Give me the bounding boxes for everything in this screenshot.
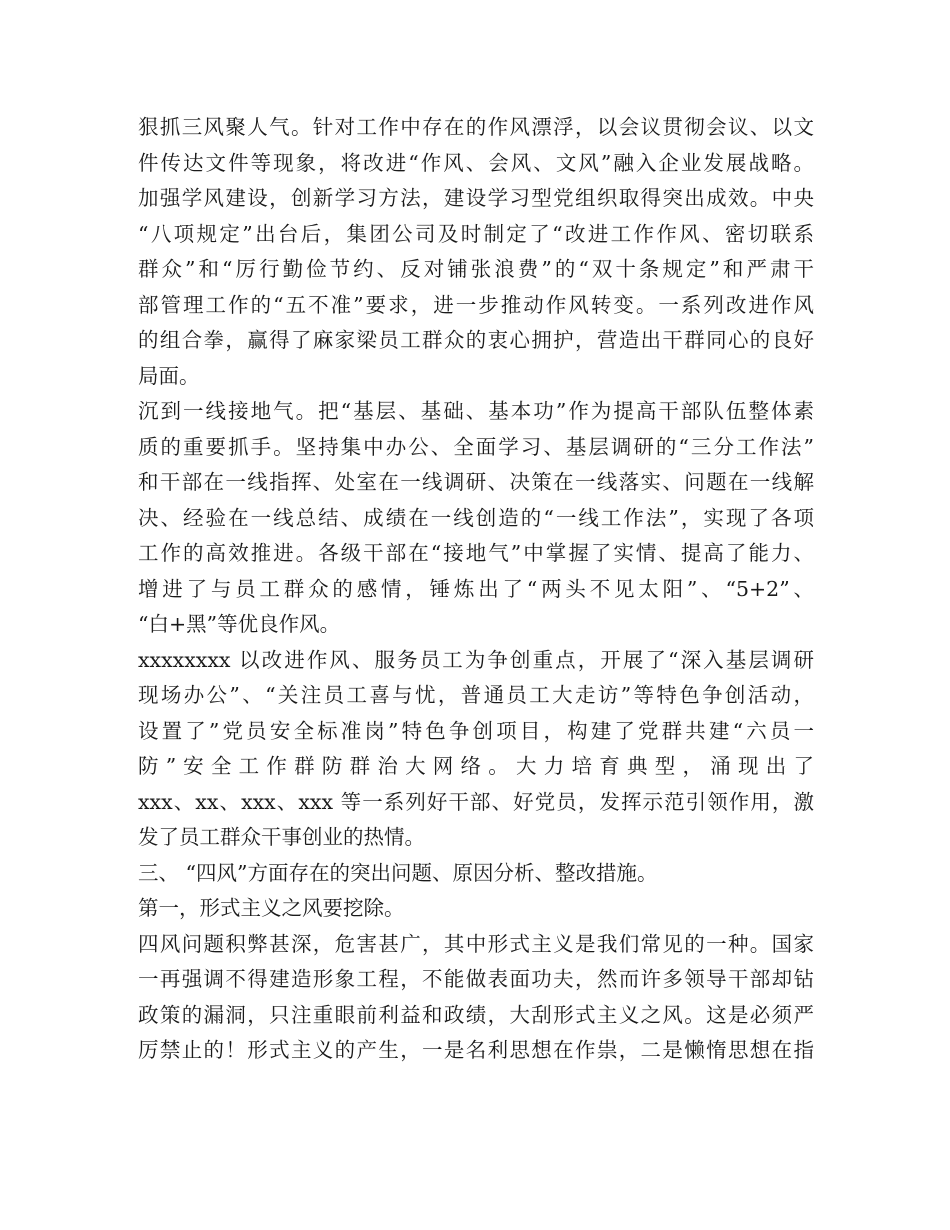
text-line: 一再强调不得建造形象工程，不能做表面功夫，然而许多领导干部却钻 <box>138 967 814 991</box>
text-line: 决、经验在一线总结、成绩在一线创造的“一线工作法”，实现了各项 <box>138 505 814 530</box>
text-line: 工作的高效推进。各级干部在“接地气”中掌握了实情、提高了能力、 <box>138 541 814 565</box>
text-line: “白+黑”等优良作风。 <box>138 612 341 636</box>
subsection-heading: 第一，形式主义之风要挖除。 <box>138 896 405 920</box>
text-line: 设置了”党员安全标准岗”特色争创项目，构建了党群共建“六员一 <box>138 718 814 743</box>
text-line: 四风问题积弊甚深，危害甚广，其中形式主义是我们常见的一种。国家 <box>138 931 814 956</box>
text-line: 加强学风建设，创新学习方法，建设学习型党组织取得突出成效。中央 <box>138 186 814 210</box>
text-line: 部管理工作的“五不准”要求，进一步推动作风转变。一系列改进作风 <box>138 292 814 317</box>
text-line: 厉禁止的！形式主义的产生，一是名利思想在作祟，二是懒惰思想在指 <box>138 1038 814 1062</box>
text-line: 局面。 <box>138 363 200 388</box>
text-line: 沉到一线接地气。把“基层、基础、基本功”作为提高干部队伍整体素 <box>138 399 814 423</box>
text-line: 的组合拳，赢得了麻家梁员工群众的衷心拥护，营造出干群同心的良好 <box>138 328 814 352</box>
text-line: 发了员工群众干事创业的热情。 <box>138 825 425 849</box>
text-line: xxxxxxxx 以改进作风、服务员工为争创重点，开展了“深入基层调研 <box>138 647 814 672</box>
text-line: xxx、xx、xxx、xxx 等一系列好干部、好党员，发挥示范引领作用，激 <box>138 789 814 814</box>
text-line: 防 ” 安 全 工 作 群 防 群 治 大 网 络 。 大 力 培 育 典 型 ， 涌 现 出 了 <box>138 754 814 778</box>
document-body <box>138 110 814 1069</box>
text-line: “八项规定”出台后，集团公司及时制定了“改进工作作风、密切联系 <box>138 221 814 246</box>
text-line: 增进了与员工群众的感情，锤炼出了“两头不见太阳”、“5+2”、 <box>138 576 814 601</box>
text-line: 群众”和“厉行勤俭节约、反对铺张浪费”的“双十条规定”和严肃干 <box>138 257 814 281</box>
text-line: 质的重要抓手。坚持集中办公、全面学习、基层调研的“三分工作法” <box>138 434 814 459</box>
text-line: 件传达文件等现象，将改进“作风、会风、文风”融入企业发展战略。 <box>138 150 814 175</box>
text-line: 现场办公”、“关注员工喜与忧，普通员工大走访”等特色争创活动， <box>138 683 814 707</box>
section-heading: 三、 “四风”方面存在的突出问题、原因分析、整改措施。 <box>138 860 658 885</box>
text-line: 和干部在一线指挥、处室在一线调研、决策在一线落实、问题在一线解 <box>138 470 814 494</box>
text-line: 狠抓三风聚人气。针对工作中存在的作风漂浮，以会议贯彻会议、以文 <box>138 115 814 139</box>
text-line: 政策的漏洞，只注重眼前利益和政绩，大刮形式主义之风。这是必须严 <box>138 1002 814 1027</box>
